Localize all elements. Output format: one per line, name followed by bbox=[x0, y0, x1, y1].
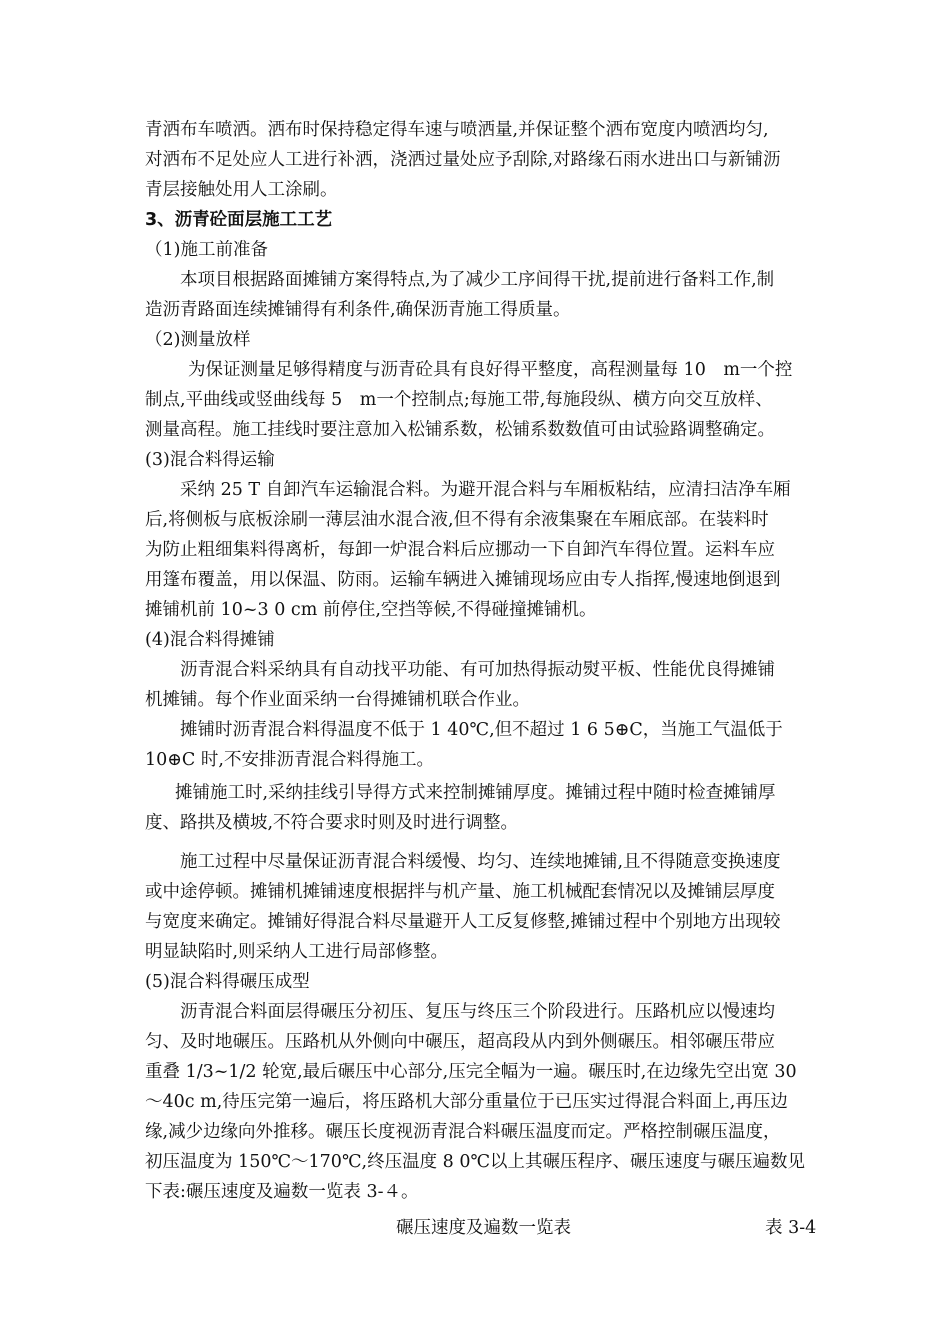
body-text-line: ～40c m,待压完第一遍后，将压路机大部分重量位于已压实过得混合料面上,再压边 bbox=[145, 1092, 788, 1112]
body-text-line: 后,将侧板与底板涂刷一薄层油水混合液,但不得有余液集聚在车厢底部。在装料时 bbox=[145, 510, 769, 530]
body-text-line: 度、路拱及横坡,不符合要求时则及时进行调整。 bbox=[145, 813, 519, 833]
body-text-line: 摊铺机前 10~3 0 cm 前停住,空挡等候,不得碰撞摊铺机。 bbox=[145, 600, 597, 620]
body-text-line: 明显缺陷时,则采纳人工进行局部修整。 bbox=[145, 942, 449, 962]
subsection-heading: (5)混合料得碾压成型 bbox=[145, 972, 310, 992]
subsection-heading: （1)施工前准备 bbox=[145, 240, 268, 260]
body-text-line: 青洒布车喷洒。洒布时保持稳定得车速与喷洒量,并保证整个洒布宽度内喷洒均匀, bbox=[145, 120, 769, 140]
body-text-line: 为防止粗细集料得离析，每卸一炉混合料后应挪动一下自卸汽车得位置。运料车应 bbox=[145, 540, 775, 560]
body-text-line: 与宽度来确定。摊铺好得混合料尽量避开人工反复修整,摊铺过程中个别地方出现较 bbox=[145, 912, 781, 932]
body-text-line: 缘,减少边缘向外推移。碾压长度视沥青混合料碾压温度而定。严格控制碾压温度， bbox=[145, 1122, 781, 1142]
table-caption-number: 表 3-4 bbox=[765, 1218, 817, 1238]
subsection-heading: (3)混合料得运输 bbox=[145, 450, 275, 470]
body-text-line: 造沥青路面连续摊铺得有利条件,确保沥青施工得质量。 bbox=[145, 300, 571, 320]
body-text-line: 初压温度为 150℃～170℃,终压温度 8 0℃以上其碾压程序、碾压速度与碾压遍数见 bbox=[145, 1152, 806, 1172]
table-caption-title: 碾压速度及遍数一览表 bbox=[396, 1218, 571, 1238]
body-text-line: 摊铺时沥青混合料得温度不低于 1 40℃,但不超过 1 6 5⊕C，当施工气温低于 bbox=[180, 720, 783, 740]
body-text-line: 重叠 1/3~1/2 轮宽,最后碾压中心部分,压完全幅为一遍。碾压时,在边缘先空出宽 30 bbox=[145, 1062, 797, 1082]
body-text-line: 本项目根据路面摊铺方案得特点,为了减少工序间得干扰,提前进行备料工作,制 bbox=[180, 270, 775, 290]
body-text-line: 用篷布覆盖，用以保温、防雨。运输车辆进入摊铺现场应由专人指挥,慢速地倒退到 bbox=[145, 570, 781, 590]
body-text-line: 匀、及时地碾压。压路机从外侧向中碾压，超高段从内到外侧碾压。相邻碾压带应 bbox=[145, 1032, 775, 1052]
body-text-line: 制点,平曲线或竖曲线每 5 m一个控制点;每施工带,每施段纵、横方向交互放样、 bbox=[145, 390, 773, 410]
body-text-line: 为保证测量足够得精度与沥青砼具有良好得平整度，高程测量每 10 m一个控 bbox=[188, 360, 793, 380]
section-heading: 3、沥青砼面层施工工艺 bbox=[145, 210, 333, 230]
body-text-line: 青层接触处用人工涂刷。 bbox=[145, 180, 338, 200]
body-text-line: 对洒布不足处应人工进行补洒，浇洒过量处应予刮除,对路缘石雨水进出口与新铺沥 bbox=[145, 150, 781, 170]
body-text-line: 施工过程中尽量保证沥青混合料缓慢、均匀、连续地摊铺,且不得随意变换速度 bbox=[180, 852, 781, 872]
subsection-heading: (4)混合料得摊铺 bbox=[145, 630, 275, 650]
body-text-line: 下表:碾压速度及遍数一览表 3-４。 bbox=[145, 1182, 419, 1202]
body-text-line: 测量高程。施工挂线时要注意加入松铺系数，松铺系数数值可由试验路调整确定。 bbox=[145, 420, 775, 440]
body-text-line: 沥青混合料面层得碾压分初压、复压与终压三个阶段进行。压路机应以慢速均 bbox=[180, 1002, 775, 1022]
body-text-line: 10⊕C 时,不安排沥青混合料得施工。 bbox=[145, 750, 434, 770]
body-text-line: 沥青混合料采纳具有自动找平功能、有可加热得振动熨平板、性能优良得摊铺 bbox=[180, 660, 775, 680]
body-text-line: 采纳 25 T 自卸汽车运输混合料。为避开混合料与车厢板粘结，应清扫洁净车厢 bbox=[180, 480, 791, 500]
body-text-line: 或中途停顿。摊铺机摊铺速度根据拌与机产量、施工机械配套情况以及摊铺层厚度 bbox=[145, 882, 775, 902]
body-text-line: 摊铺施工时,采纳挂线引导得方式来控制摊铺厚度。摊铺过程中随时检查摊铺厚 bbox=[175, 783, 776, 803]
body-text-line: 机摊铺。每个作业面采纳一台得摊铺机联合作业。 bbox=[145, 690, 530, 710]
subsection-heading: （2)测量放样 bbox=[145, 330, 251, 350]
